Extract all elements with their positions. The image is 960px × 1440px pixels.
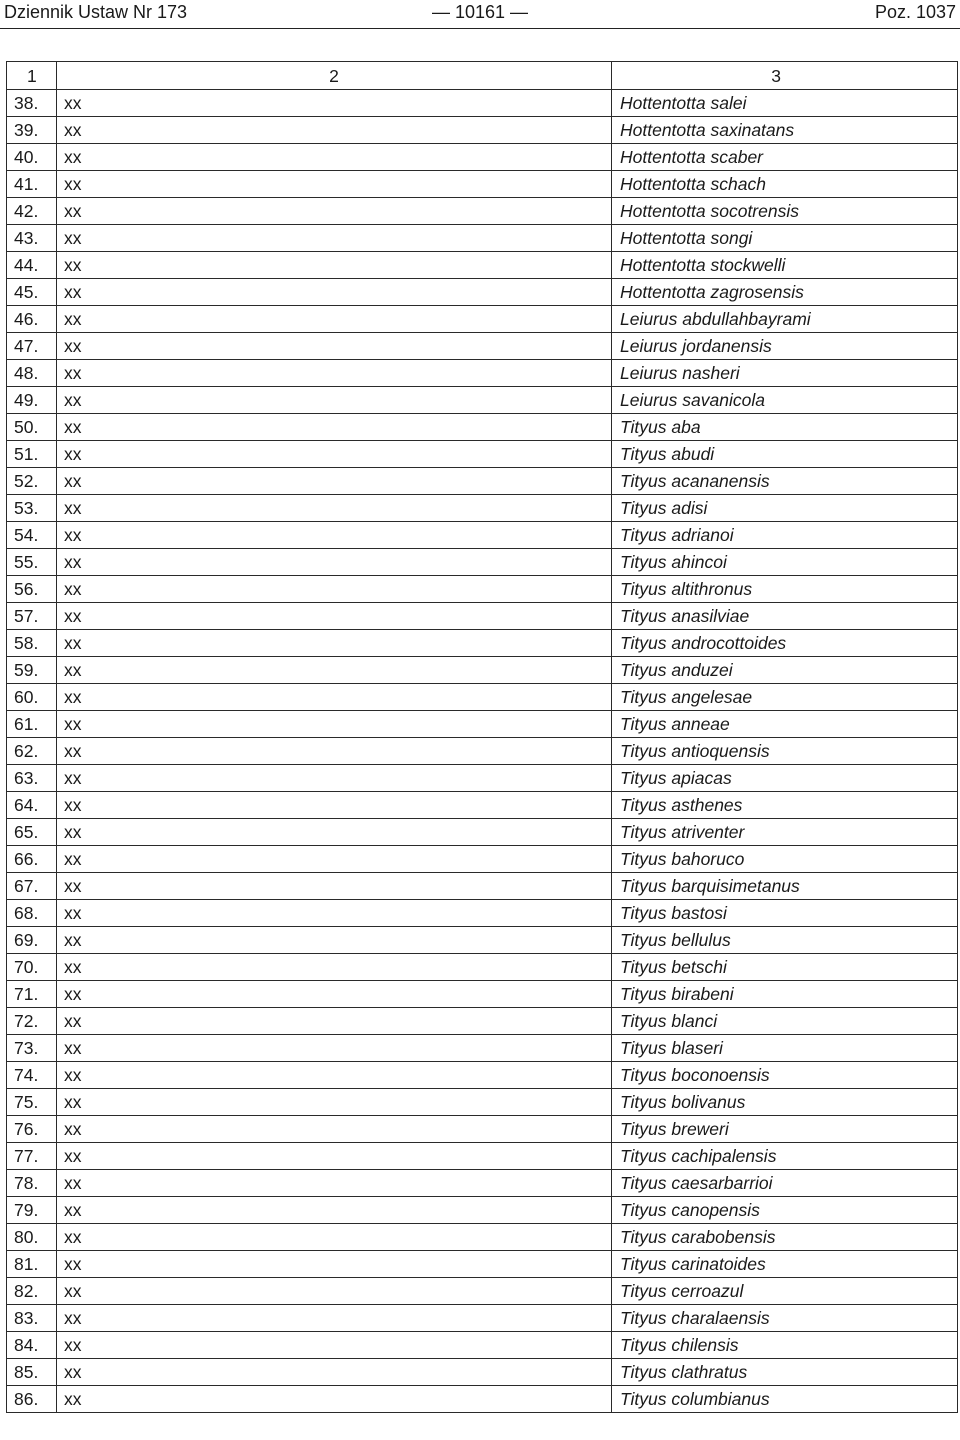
table-row [7, 468, 958, 495]
table-body [7, 90, 958, 1413]
table-row [7, 765, 958, 792]
table-row [7, 576, 958, 603]
row-species-name: Hottentotta stockwelli [612, 252, 958, 279]
row-number: 50. [7, 414, 57, 441]
table-row [7, 225, 958, 252]
row-category: xx [57, 1170, 612, 1197]
row-number: 60. [7, 684, 57, 711]
row-species-name: Tityus anasilviae [612, 603, 958, 630]
row-number: 86. [7, 1386, 57, 1413]
table-row [7, 846, 958, 873]
row-species-name: Tityus blanci [612, 1008, 958, 1035]
row-number: 46. [7, 306, 57, 333]
row-category: xx [57, 900, 612, 927]
row-species-name: Tityus abudi [612, 441, 958, 468]
table-row [7, 90, 958, 117]
row-number: 39. [7, 117, 57, 144]
row-species-name: Tityus angelesae [612, 684, 958, 711]
row-category: xx [57, 1008, 612, 1035]
row-number: 69. [7, 927, 57, 954]
row-number: 84. [7, 1332, 57, 1359]
row-category: xx [57, 684, 612, 711]
table-row [7, 1035, 958, 1062]
row-number: 63. [7, 765, 57, 792]
row-species-name: Tityus asthenes [612, 792, 958, 819]
table-row [7, 1251, 958, 1278]
row-number: 45. [7, 279, 57, 306]
row-species-name: Tityus charalaensis [612, 1305, 958, 1332]
journal-title: Dziennik Ustaw Nr 173 [4, 2, 188, 22]
row-category: xx [57, 576, 612, 603]
table-row [7, 441, 958, 468]
row-number: 73. [7, 1035, 57, 1062]
row-category: xx [57, 819, 612, 846]
row-species-name: Leiurus savanicola [612, 387, 958, 414]
row-species-name: Hottentotta saxinatans [612, 117, 958, 144]
row-number: 83. [7, 1305, 57, 1332]
page-number: — 10161 — [431, 2, 529, 22]
row-category: xx [57, 90, 612, 117]
row-species-name: Tityus cerroazul [612, 1278, 958, 1305]
row-category: xx [57, 1035, 612, 1062]
row-species-name: Hottentotta zagrosensis [612, 279, 958, 306]
row-number: 71. [7, 981, 57, 1008]
row-species-name: Hottentotta schach [612, 171, 958, 198]
row-category: xx [57, 387, 612, 414]
table-header-row [7, 62, 958, 90]
column-header-2: 2 [57, 62, 612, 90]
row-category: xx [57, 279, 612, 306]
row-category: xx [57, 1386, 612, 1413]
row-category: xx [57, 198, 612, 225]
row-number: 44. [7, 252, 57, 279]
species-table [6, 61, 958, 1413]
row-species-name: Leiurus nasheri [612, 360, 958, 387]
table-row [7, 603, 958, 630]
table-row [7, 711, 958, 738]
row-number: 65. [7, 819, 57, 846]
row-number: 64. [7, 792, 57, 819]
table-row [7, 819, 958, 846]
row-category: xx [57, 1143, 612, 1170]
row-category: xx [57, 522, 612, 549]
species-table-wrapper [6, 61, 958, 1413]
row-category: xx [57, 333, 612, 360]
row-number: 80. [7, 1224, 57, 1251]
row-species-name: Tityus breweri [612, 1116, 958, 1143]
row-category: xx [57, 549, 612, 576]
row-category: xx [57, 1332, 612, 1359]
row-number: 40. [7, 144, 57, 171]
table-row [7, 144, 958, 171]
row-category: xx [57, 603, 612, 630]
row-category: xx [57, 1278, 612, 1305]
table-row [7, 1170, 958, 1197]
row-species-name: Tityus altithronus [612, 576, 958, 603]
table-row [7, 414, 958, 441]
row-category: xx [57, 252, 612, 279]
row-number: 75. [7, 1089, 57, 1116]
row-number: 68. [7, 900, 57, 927]
table-row [7, 1386, 958, 1413]
table-row [7, 333, 958, 360]
table-row [7, 360, 958, 387]
row-category: xx [57, 1197, 612, 1224]
row-number: 82. [7, 1278, 57, 1305]
row-category: xx [57, 873, 612, 900]
row-number: 78. [7, 1170, 57, 1197]
table-row [7, 495, 958, 522]
table-row [7, 1332, 958, 1359]
row-species-name: Tityus blaseri [612, 1035, 958, 1062]
table-row [7, 1305, 958, 1332]
row-category: xx [57, 1062, 612, 1089]
table-row [7, 198, 958, 225]
row-species-name: Tityus boconoensis [612, 1062, 958, 1089]
row-species-name: Tityus bolivanus [612, 1089, 958, 1116]
row-species-name: Tityus adisi [612, 495, 958, 522]
row-species-name: Tityus caesarbarrioi [612, 1170, 958, 1197]
row-number: 74. [7, 1062, 57, 1089]
row-category: xx [57, 306, 612, 333]
row-species-name: Tityus aba [612, 414, 958, 441]
row-number: 72. [7, 1008, 57, 1035]
row-category: xx [57, 468, 612, 495]
table-row [7, 549, 958, 576]
row-number: 43. [7, 225, 57, 252]
row-number: 81. [7, 1251, 57, 1278]
row-category: xx [57, 711, 612, 738]
table-row [7, 522, 958, 549]
table-row [7, 1224, 958, 1251]
row-species-name: Tityus anneae [612, 711, 958, 738]
row-species-name: Tityus birabeni [612, 981, 958, 1008]
row-number: 41. [7, 171, 57, 198]
row-species-name: Tityus bahoruco [612, 846, 958, 873]
row-number: 56. [7, 576, 57, 603]
page-header [0, 0, 960, 29]
position-number: Poz. 1037 [874, 2, 956, 22]
row-number: 76. [7, 1116, 57, 1143]
row-category: xx [57, 117, 612, 144]
row-number: 38. [7, 90, 57, 117]
row-category: xx [57, 1359, 612, 1386]
table-row [7, 1116, 958, 1143]
row-species-name: Tityus cachipalensis [612, 1143, 958, 1170]
row-number: 67. [7, 873, 57, 900]
table-row [7, 954, 958, 981]
row-species-name: Tityus bellulus [612, 927, 958, 954]
row-species-name: Leiurus abdullahbayrami [612, 306, 958, 333]
row-category: xx [57, 1089, 612, 1116]
row-species-name: Tityus barquisimetanus [612, 873, 958, 900]
row-number: 79. [7, 1197, 57, 1224]
row-category: xx [57, 981, 612, 1008]
table-row [7, 387, 958, 414]
row-category: xx [57, 360, 612, 387]
row-category: xx [57, 765, 612, 792]
row-species-name: Tityus canopensis [612, 1197, 958, 1224]
row-species-name: Tityus anduzei [612, 657, 958, 684]
table-row [7, 252, 958, 279]
row-category: xx [57, 144, 612, 171]
row-species-name: Tityus bastosi [612, 900, 958, 927]
row-species-name: Tityus chilensis [612, 1332, 958, 1359]
row-number: 66. [7, 846, 57, 873]
table-row [7, 1143, 958, 1170]
row-number: 70. [7, 954, 57, 981]
row-species-name: Hottentotta scaber [612, 144, 958, 171]
row-number: 58. [7, 630, 57, 657]
row-number: 85. [7, 1359, 57, 1386]
row-species-name: Leiurus jordanensis [612, 333, 958, 360]
row-category: xx [57, 927, 612, 954]
row-species-name: Tityus ahincoi [612, 549, 958, 576]
row-species-name: Tityus betschi [612, 954, 958, 981]
row-species-name: Tityus apiacas [612, 765, 958, 792]
row-species-name: Tityus androcottoides [612, 630, 958, 657]
table-row [7, 171, 958, 198]
table-row [7, 981, 958, 1008]
row-number: 54. [7, 522, 57, 549]
table-row [7, 1008, 958, 1035]
row-number: 51. [7, 441, 57, 468]
row-category: xx [57, 1116, 612, 1143]
row-species-name: Tityus carinatoides [612, 1251, 958, 1278]
table-row [7, 279, 958, 306]
table-row [7, 927, 958, 954]
row-species-name: Tityus antioquensis [612, 738, 958, 765]
table-row [7, 657, 958, 684]
table-row [7, 1278, 958, 1305]
column-header-1: 1 [7, 62, 57, 90]
table-row [7, 630, 958, 657]
row-category: xx [57, 441, 612, 468]
table-row [7, 792, 958, 819]
row-category: xx [57, 846, 612, 873]
row-number: 53. [7, 495, 57, 522]
row-number: 59. [7, 657, 57, 684]
row-species-name: Tityus carabobensis [612, 1224, 958, 1251]
row-category: xx [57, 630, 612, 657]
row-species-name: Tityus clathratus [612, 1359, 958, 1386]
table-row [7, 1089, 958, 1116]
table-row [7, 738, 958, 765]
row-category: xx [57, 792, 612, 819]
row-number: 49. [7, 387, 57, 414]
table-row [7, 684, 958, 711]
table-row [7, 306, 958, 333]
row-species-name: Hottentotta socotrensis [612, 198, 958, 225]
row-number: 57. [7, 603, 57, 630]
table-row [7, 117, 958, 144]
row-number: 62. [7, 738, 57, 765]
row-species-name: Tityus atriventer [612, 819, 958, 846]
table-row [7, 1359, 958, 1386]
row-category: xx [57, 954, 612, 981]
table-row [7, 1062, 958, 1089]
row-category: xx [57, 657, 612, 684]
row-species-name: Tityus adrianoi [612, 522, 958, 549]
row-category: xx [57, 225, 612, 252]
table-row [7, 1197, 958, 1224]
row-species-name: Hottentotta songi [612, 225, 958, 252]
row-number: 48. [7, 360, 57, 387]
row-number: 77. [7, 1143, 57, 1170]
row-category: xx [57, 495, 612, 522]
row-species-name: Hottentotta salei [612, 90, 958, 117]
row-category: xx [57, 1305, 612, 1332]
row-number: 47. [7, 333, 57, 360]
row-category: xx [57, 1224, 612, 1251]
row-category: xx [57, 414, 612, 441]
row-number: 61. [7, 711, 57, 738]
row-category: xx [57, 1251, 612, 1278]
row-species-name: Tityus acananensis [612, 468, 958, 495]
row-category: xx [57, 171, 612, 198]
table-row [7, 900, 958, 927]
row-number: 55. [7, 549, 57, 576]
table-row [7, 873, 958, 900]
row-category: xx [57, 738, 612, 765]
row-species-name: Tityus columbianus [612, 1386, 958, 1413]
row-number: 42. [7, 198, 57, 225]
row-number: 52. [7, 468, 57, 495]
column-header-3: 3 [612, 62, 958, 90]
